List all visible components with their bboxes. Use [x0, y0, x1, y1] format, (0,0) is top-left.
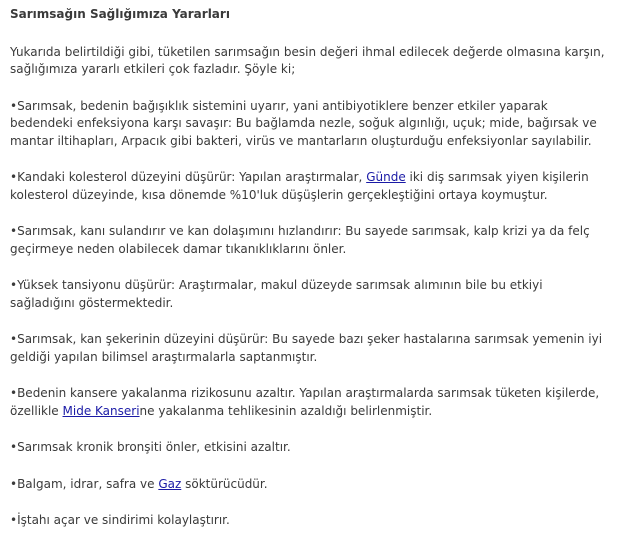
benefit-item-circulation: •Sarımsak, kanı sulandırır ve kan dolaşımını hızlandırır: Bu sayede sarımsak, kalp krizi ya da felç geçirmeye neden olabilecek damar tıkanıklıklarını önler. — [10, 224, 590, 256]
benefit-item-cancer — [10, 385, 610, 420]
article-title: Sarımsağın Sağlığımıza Yararları — [10, 7, 230, 21]
benefit-text: söktürücüdür. — [181, 476, 268, 491]
benefit-item-appetite: •İştahı açar ve sindirimi kolaylaştırır. — [10, 513, 230, 527]
benefit-text: iki diş sarımsak yiyen kişilerin kolesterol düzeyinde, kısa dönemde %10'luk düşüşlerin gerçekleştiğini ortaya koymuştur. — [10, 170, 589, 202]
link-mide-kanseri[interactable]: Mide Kanseri — [62, 403, 140, 418]
document — [10, 6, 610, 549]
link-gunde[interactable]: Günde — [366, 170, 406, 184]
intro-paragraph: Yukarıda belirtildiği gibi, tüketilen sarımsağın besin değeri ihmal edilecek değerde olmasına karşın, sağlığımıza yararlı etkileri çok fazladır. Şöyle ki; — [10, 44, 605, 76]
benefit-item-cholesterol — [10, 169, 610, 204]
benefit-text: •Bedenin kansere yakalanma rizikosunu azaltır. Yapılan araştırmalarda sarımsak tüketen kişilerde, özellikle — [10, 386, 600, 418]
benefit-text: ne yakalanma tehlikesinin azaldığı belirlenmiştir. — [139, 403, 433, 418]
benefit-item-immune: •Sarımsak, bedenin bağışıklık sistemini uyarır, yani antibiyotiklere benzer etkiler yaparak bedendeki enfeksiyona karşı savaşır: Bu bağlamda nezle, soğuk algınlığı, uçuk; mide, bağırsak ve mantar iltihapları, Arpacık gibi bakteri, virüs ve mantarların oluşturduğu enfeksiyonlar sayılabilir. — [10, 98, 597, 148]
benefit-text: •Kandaki kolesterol düzeyini düşürür: Yapılan araştırmalar, — [10, 170, 367, 184]
benefit-item-bronchitis: •Sarımsak kronik bronşiti önler, etkisini azaltır. — [10, 440, 291, 454]
benefit-text: •Balgam, idrar, safra ve — [10, 476, 159, 491]
benefit-item-blood-sugar: •Sarımsak, kan şekerinin düzeyini düşürür: Bu sayede bazı şeker hastalarına sarımsak yemenin iyi geldiği yapılan bilimsel araştırmalarla saptanmıştır. — [10, 332, 603, 364]
link-gaz[interactable]: Gaz — [158, 476, 182, 491]
benefit-item-expectorant — [10, 476, 610, 494]
benefit-item-blood-pressure: •Yüksek tansiyonu düşürür: Araştırmalar, makul düzeyde sarımsak alımının bile bu etkiyi sağladığını göstermektedir. — [10, 278, 543, 310]
